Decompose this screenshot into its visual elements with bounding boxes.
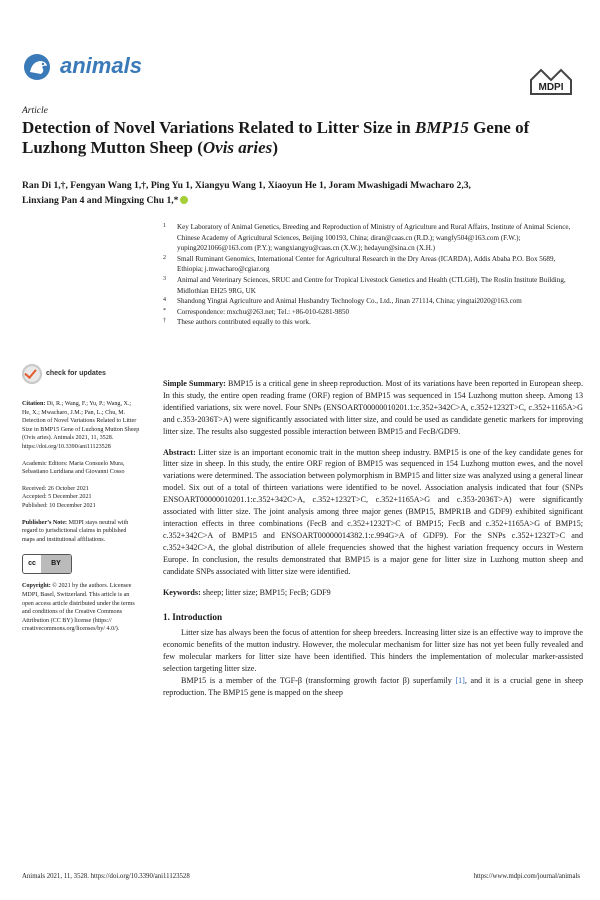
title-part1: Detection of Novel Variations Related to Litter Size in: [22, 118, 415, 137]
keywords: [163, 587, 583, 599]
published-date: Published: 10 December 2021: [22, 502, 96, 509]
dates-block: [22, 485, 140, 511]
introduction-paragraph-1: Litter size has always been the focus of attention for sheep breeders. Increasing litter size is an effective way to improve the economic benefits of the mutton industry. However, the molecular mechanism for litter size has not yet been fully revealed and few molecular markers for litter size have been identified. This hinders the implementation of molecular marker-assisted selection targeting litter size.: [163, 628, 583, 674]
intro-para2-end: , and it is a crucial gene in sheep reproduction. The BMP15 gene is mapped on the sheep: [163, 675, 583, 697]
abstract-text: Litter size is an important economic trait in the mutton sheep industry. BMP15 is one of the key candidate genes for litter size in sheep. In this study, the entire ORF region of BMP15 was sequenced in 154 Luzhong mutton ewes, and the novel variations were determined. The association between polymorphism in BMP15 and litter size was analyzed using a general linear model. Six out of a total of thirteen variations were identified to be novel. Association analysis indicated that four (SNPs ENSOART00000010201.1:c.352+342C>A, c.352+1232T>C, c.352+1165A>G and c.353-2036T>A) were significantly associated with litter size. The joint analysis among three major genes (BMP15, BMPR1B and GDF9) exhibited significant interaction effects in three combinations (FecB and c.352+1232T>C of BMP15; FecB and c.352+1165A>G of BMP15; c.352+342C>A of BMP15 and ENSOART00000014382.1:c.994G>A of GDF9). For the SNPs c.352+1232T>C and c.352+342C>A, the global distribution of allele frequencies showed that the highest variation frequency occurs in Western Europe. In conclusion, the results demonstrated that BMP15 is a major gene for litter size in Luzhong mutton sheep and candidate SNPs associated with litter size were identified.: [163, 447, 583, 576]
intro-para2-start: BMP15 is a member of the TGF-β (transforming growth factor β) superfamily: [181, 675, 456, 685]
copyright-text: © 2021 by the authors. Licensee MDPI, Basel, Switzerland. This article is an open access article distributed under the terms and conditions of the Creative Commons Attribution (CC BY) license (https:// creativecommons.org/licenses/by/ 4.0/).: [22, 583, 135, 633]
by-icon-part: BY: [41, 555, 71, 573]
simple-summary-text: BMP15 is a critical gene in sheep reproduction. Most of its variations have been reported in European sheep. In this study, the entire open reading frame (ORF) region of BMP15 was sequenced in 154 Luzhong mutton sheep. Among 13 identified variations, six were novel. Four SNPs (ENSOART00000010201.1:c.352+342C>A, c.352+1232T>C, c.352+1165A>G and c.353-2036T>A) were significantly associated with litter size, and could be used as candidate genetic markers for improving litter size. The results also suggested possible interaction between BMP15 and FecB/GDF9.: [163, 379, 583, 436]
abstract-label: Abstract:: [163, 447, 196, 457]
author-list: [22, 178, 582, 208]
introduction-paragraph-2: [163, 675, 583, 699]
cc-by-license-icon[interactable]: [22, 554, 72, 574]
simple-summary-label: Simple Summary:: [163, 379, 226, 388]
affiliation-text: Small Ruminant Genomics, International Center for Agricultural Research in the Dry Areas (ICARDA), Addis Ababa P.O. Box 5689, Ethiopia; j.mwacharo@cgiar.org: [177, 254, 556, 274]
affiliation-item: [163, 317, 583, 328]
simple-summary: [163, 378, 583, 438]
authors-line1: Ran Di 1,†, Fengyan Wang 1,†, Ping Yu 1, Xiangyu Wang 1, Xiaoyun He 1, Joram Mwashigadi Mwacharo 2,3,: [22, 180, 471, 191]
academic-editors: Academic Editors: Maria Consuelo Mura, Sebastiano Luridiana and Giovanni Cosso: [22, 460, 125, 476]
affiliation-marker: *: [163, 307, 166, 314]
affiliations: [163, 222, 583, 328]
affiliation-item: [163, 222, 583, 254]
citation-text: Di, R.; Wang, F.; Yu, P.; Wang, X.; He, X.; Mwacharo, J.M.; Pan, L.; Chu, M. Detection of Novel Variations Related to Litter Size in BMP15 Gene of Luzhong Mutton Sheep (Ovis aries). Animals 2021, 11, 3528. https://doi.org/10.3390/ani11123528: [22, 401, 140, 450]
keywords-label: Keywords:: [163, 587, 201, 597]
title-gene: BMP15: [414, 118, 469, 137]
publisher-note-text: MDPI stays neutral with regard to jurisdictional claims in published maps and institutional affiliations.: [22, 519, 129, 543]
citation-block: [22, 400, 140, 452]
affiliation-item: [163, 254, 583, 275]
affiliation-item: [163, 275, 583, 296]
affiliation-text: Shandong Yingtai Agriculture and Animal Husbandry Technology Co., Ltd., Jinan 271114, China; yingtai2020@163.com: [177, 297, 522, 306]
checkmark-icon: [22, 364, 42, 384]
copyright-block: [22, 582, 140, 634]
main-text-column: [163, 378, 583, 699]
publisher-note: [22, 519, 140, 545]
affiliation-text: These authors contributed equally to this work.: [177, 318, 311, 327]
article-type: Article: [22, 106, 48, 116]
footer-citation: Animals 2021, 11, 3528. https://doi.org/10.3390/ani11123528: [22, 873, 190, 880]
article-title: [22, 118, 582, 158]
journal-name: animals: [60, 53, 142, 78]
affiliation-text: Key Laboratory of Animal Genetics, Breeding and Reproduction of Ministry of Agriculture and Rural Affairs, Institute of Animal Science, Chinese Academy of Agricultural Sciences, Beijing 100193, China; diran@caas.cn (R.D.); wangfy504@163.com (F.W.); yuping2021066@163.com (P.Y.); wangxiangyu@caas.cn (X.W.); hedayun@sina.cn (X.H.): [177, 223, 571, 253]
affiliation-text: Correspondence: mxchu@263.net; Tel.: +86-010-6281-9850: [177, 307, 350, 316]
copyright-label: Copyright:: [22, 583, 51, 590]
orcid-icon[interactable]: [180, 196, 188, 204]
affiliation-text: Animal and Veterinary Sciences, SRUC and Centre for Tropical Livestock Genetics and Health (CTLGH), The Roslin Institute Building, Midlothian EH25 9RG, UK: [177, 275, 566, 295]
affiliation-marker: †: [163, 318, 166, 325]
citation-label: Citation:: [22, 401, 46, 407]
affiliation-marker: 1: [163, 223, 166, 229]
affiliation-item: [163, 296, 583, 307]
title-part3: ): [272, 138, 278, 157]
check-for-updates-label: check for updates: [46, 370, 106, 377]
reference-link[interactable]: [1]: [455, 675, 465, 685]
keywords-text: sheep; litter size; BMP15; FecB; GDF9: [200, 587, 331, 597]
check-for-updates-badge[interactable]: [22, 364, 140, 384]
affiliation-marker: 2: [163, 254, 166, 261]
animals-journal-logo-icon: [22, 52, 56, 82]
affiliation-marker: 4: [163, 297, 166, 304]
publisher-note-label: Publisher’s Note:: [22, 519, 68, 526]
affiliation-item: [163, 307, 583, 318]
title-part2: Gene of Luzhong Mutton Sheep (: [22, 118, 530, 157]
abstract: [163, 447, 583, 578]
cc-icon-part: cc: [23, 556, 41, 572]
accepted-date: Accepted: 5 December 2021: [22, 494, 92, 501]
article-sidebar: [22, 364, 140, 642]
footer-journal-link[interactable]: https://www.mdpi.com/journal/animals: [473, 873, 580, 880]
received-date: Received: 26 October 2021: [22, 485, 89, 492]
mdpi-logo-icon: [527, 68, 579, 98]
mdpi-logo-text: MDPI: [538, 82, 564, 93]
affiliation-marker: 3: [163, 275, 166, 282]
authors-line2: Linxiang Pan 4 and Mingxing Chu 1,*: [22, 195, 179, 206]
section-heading-introduction: 1. Introduction: [163, 612, 223, 623]
title-species: Ovis aries: [202, 138, 273, 157]
